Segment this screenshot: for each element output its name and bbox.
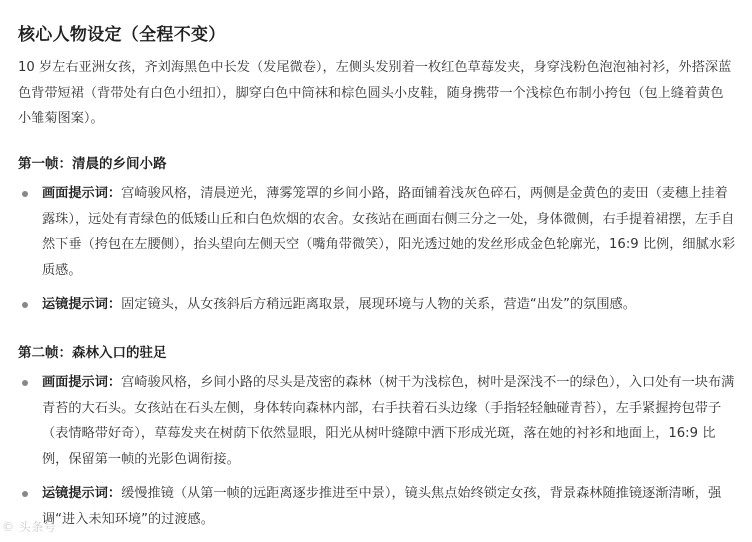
- frame-2-list: [18, 370, 740, 532]
- list-item: [18, 181, 740, 283]
- frame-2-heading: 第二帧：森林入口的驻足: [18, 345, 167, 361]
- list-item-text: 缓慢推镜（从第一帧的远距离逐步推进至中景），镜头焦点始终锁定女孩，背景森林随推镜逐渐清晰，强调“进入未知环境”的过渡感。: [42, 486, 722, 527]
- list-item: [18, 370, 740, 472]
- watermark: © 头条号: [2, 520, 57, 534]
- frame-1-heading: 第一帧：清晨的乡间小路: [18, 156, 167, 172]
- list-item-label: 画面提示词：: [42, 186, 122, 201]
- list-item: [18, 481, 740, 532]
- character-description: 10 岁左右亚洲女孩，齐刘海黑色中长发（发尾微卷），左侧头发别着一枚红色草莓发夹，身穿浅粉色泡泡袖衬衫，外搭深蓝色背带短裙（背带处有白色小纽扣），脚穿白色中筒袜和棕色圆头小皮鞋，随身携带一个浅棕色布制小挎包（包上缝着黄色小雏菊图案）。: [18, 60, 732, 126]
- list-item-text: 固定镜头，从女孩斜后方稍远距离取景，展现环境与人物的关系，营造“出发”的氛围感。: [121, 297, 636, 312]
- list-item: [18, 292, 740, 318]
- list-item-label: 画面提示词：: [42, 375, 122, 390]
- list-item-text: 宫崎骏风格，清晨逆光，薄雾笼罩的乡间小路，路面铺着浅灰色碎石，两侧是金黄色的麦田（麦穗上挂着露珠），远处有青绿色的低矮山丘和白色炊烟的农舍。女孩站在画面右侧三分之一处，身体微侧，右手提着裙摆，左手自然下垂（挎包在左腰侧），抬头望向左侧天空（嘴角带微笑），阳光透过她的发丝形成金色轮廓光，16:9 比例，细腻水彩质感。: [42, 186, 736, 278]
- list-item-label: 运镜提示词：: [42, 297, 122, 312]
- page-title: 核心人物设定（全程不变）: [18, 25, 226, 45]
- list-item-label: 运镜提示词：: [42, 486, 122, 501]
- frame-1-list: [18, 181, 740, 318]
- list-item-text: 宫崎骏风格，乡间小路的尽头是茂密的森林（树干为浅棕色，树叶是深浅不一的绿色），入口处有一块布满青苔的大石头。女孩站在石头左侧，身体转向森林内部，右手扶着石头边缘（手指轻轻触碰青苔），左手紧握挎包带子（表情略带好奇），草莓发夹在树荫下依然显眼，阳光从树叶缝隙中洒下形成光斑，落在她的衬衫和地面上，16:9 比例，保留第一帧的光影色调衔接。: [42, 375, 735, 467]
